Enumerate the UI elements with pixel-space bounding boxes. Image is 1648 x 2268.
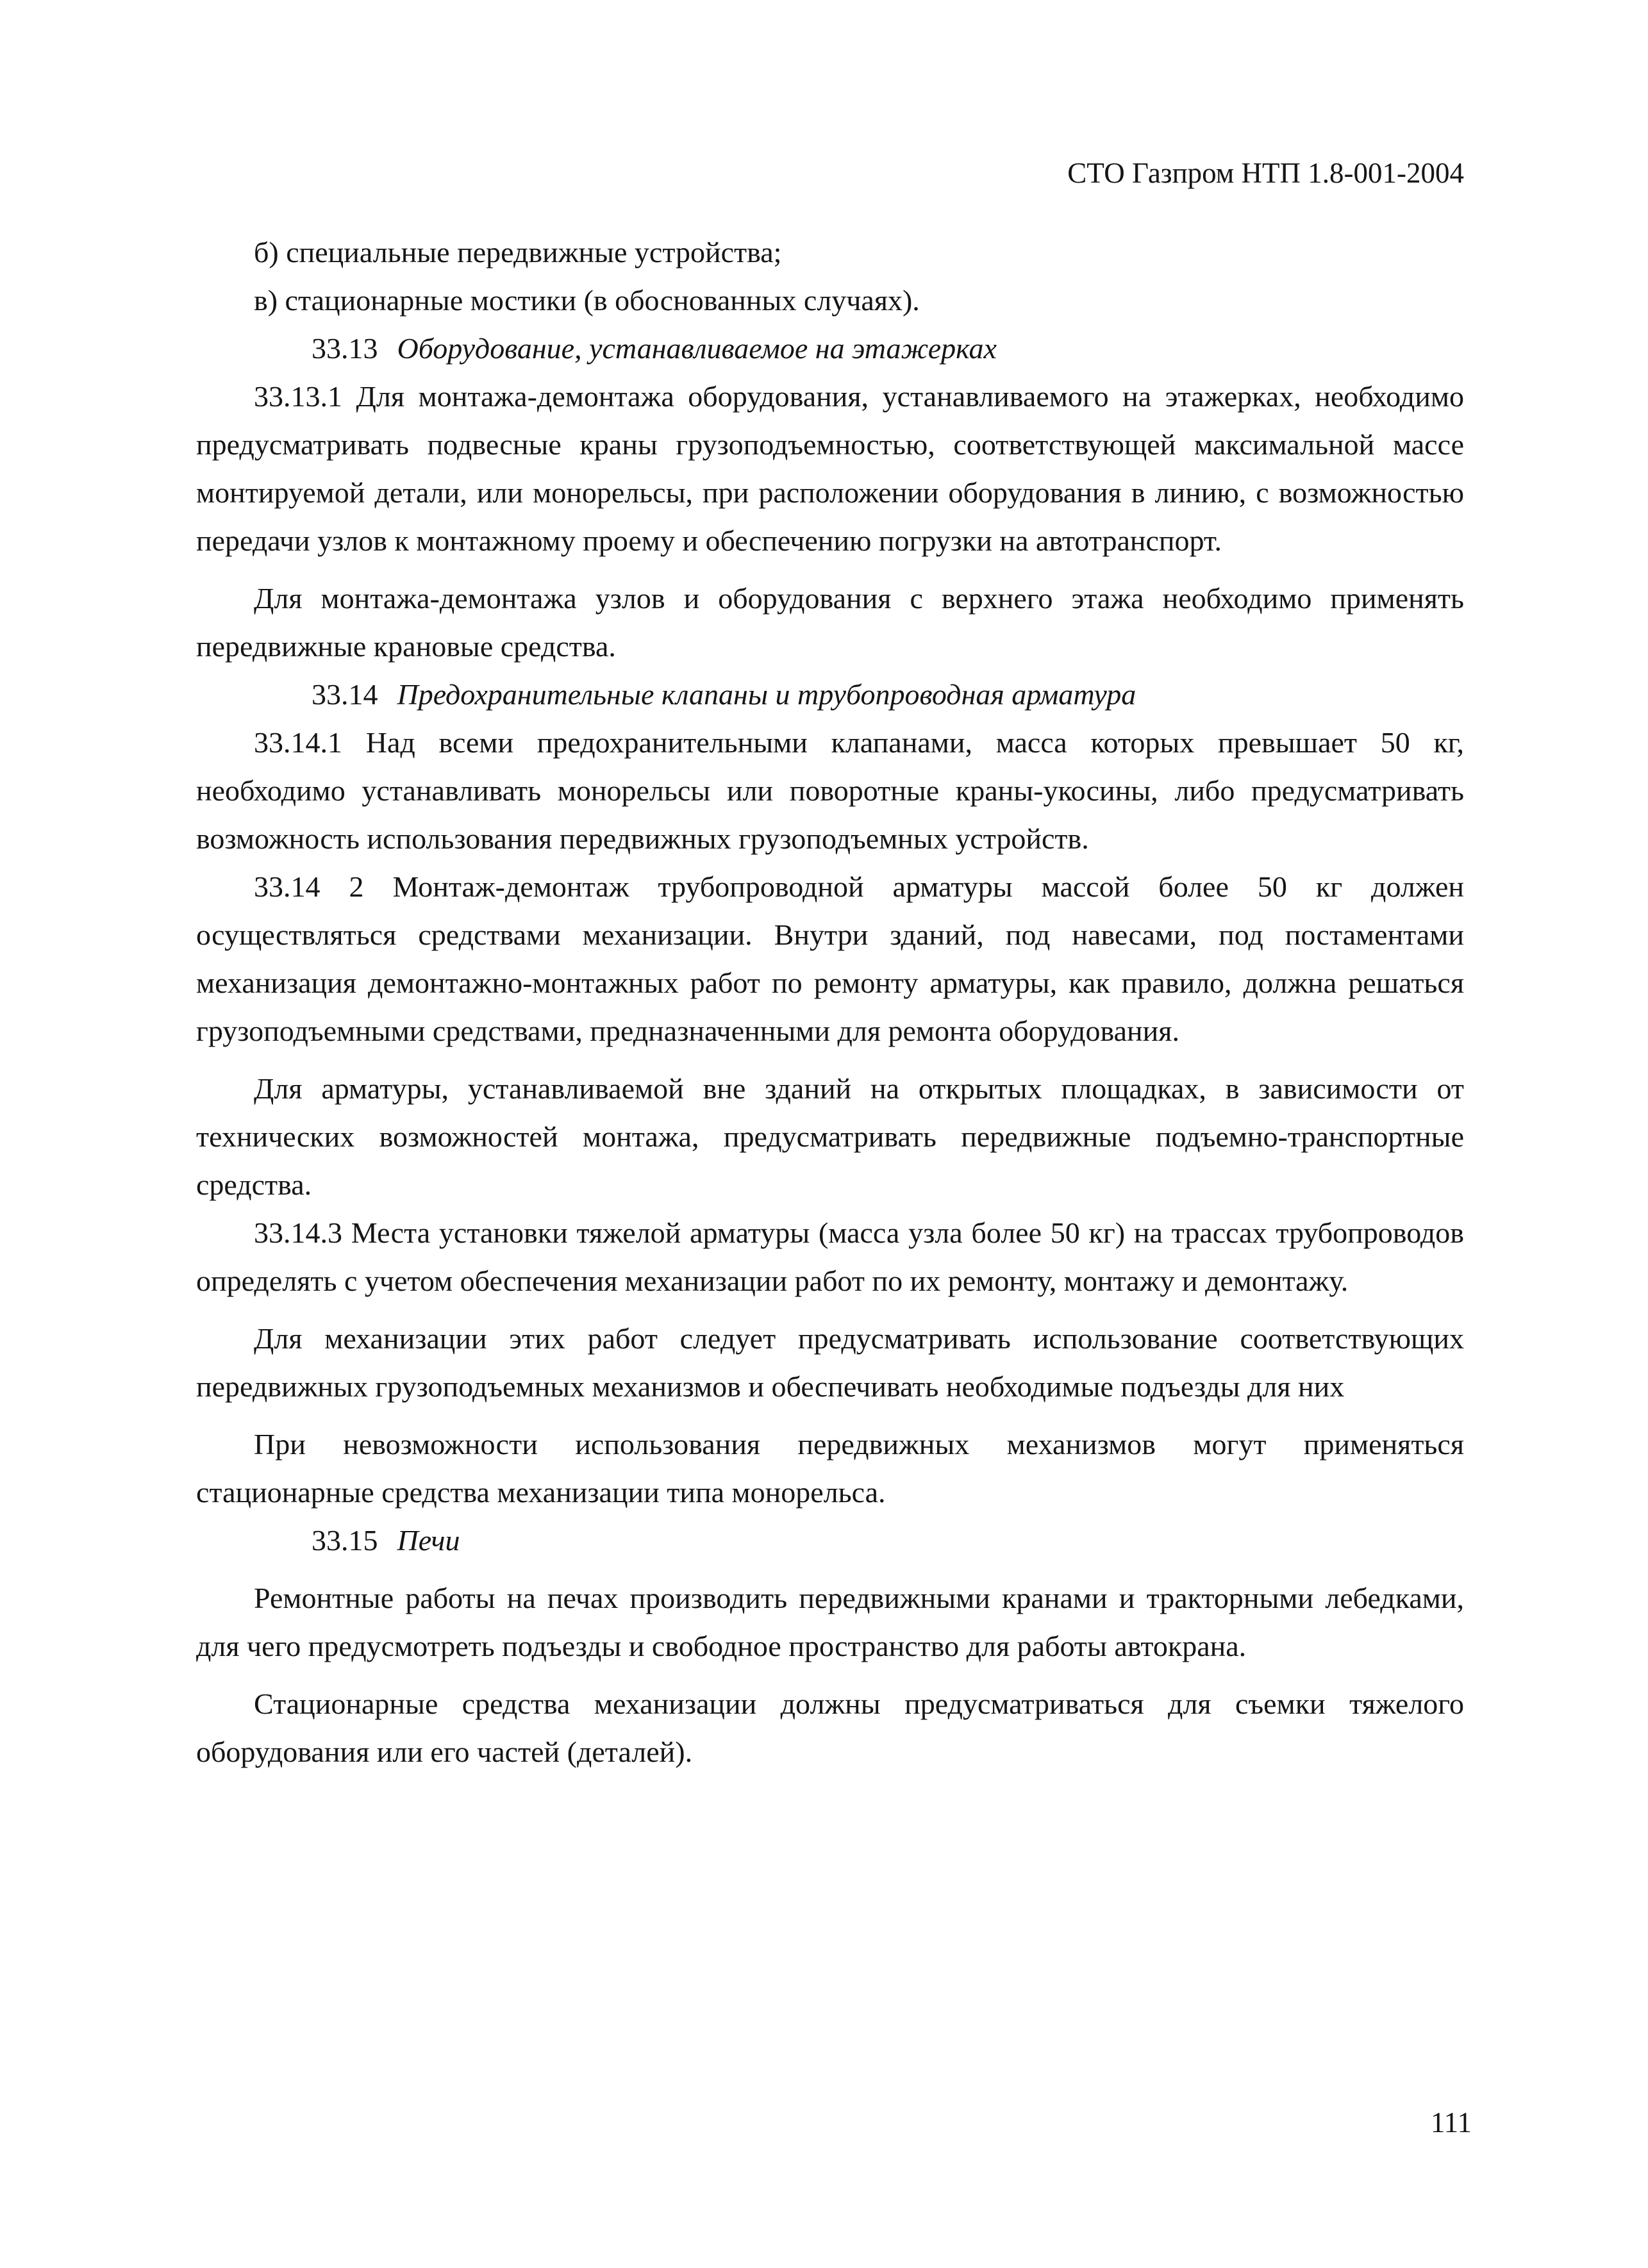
paragraph: Для механизации этих работ следует предусматривать использование соответствующих передвижных грузоподъемных механизмов и обеспечивать необходимые подъезды для них bbox=[196, 1322, 1464, 1403]
section-heading-33-15 bbox=[196, 1516, 1464, 1564]
section-title: Печи bbox=[397, 1524, 460, 1557]
section-title: Оборудование, устанавливаемое на этажерках bbox=[397, 332, 997, 365]
paragraph: При невозможности использования передвижных механизмов могут применяться стационарные средства механизации типа монорельса. bbox=[196, 1428, 1464, 1509]
list-item-b: б) специальные передвижные устройства; bbox=[254, 236, 782, 269]
list-item-v: в) стационарные мостики (в обоснованных случаях). bbox=[254, 284, 920, 317]
paragraph: Для монтажа-демонтажа узлов и оборудования с верхнего этажа необходимо применять передвижные крановые средства. bbox=[196, 582, 1464, 663]
section-number: 33.14 bbox=[312, 678, 378, 711]
paragraph-33-14-1: 33.14.1 Над всеми предохранительными клапанами, масса которых превышает 50 кг, необходимо устанавливать монорельсы или поворотные краны-укосины, либо предусматривать возможность использования передвижных грузоподъемных устройств. bbox=[196, 726, 1464, 855]
paragraph: Для арматуры, устанавливаемой вне зданий на открытых площадках, в зависимости от технических возможностей монтажа, предусматривать передвижные подъемно-транспортные средства. bbox=[196, 1072, 1464, 1201]
section-heading-33-14 bbox=[196, 670, 1464, 718]
section-title: Предохранительные клапаны и трубопроводная арматура bbox=[397, 678, 1136, 711]
section-number: 33.15 bbox=[312, 1524, 378, 1557]
paragraph-33-14-3: 33.14.3 Места установки тяжелой арматуры (масса узла более 50 кг) на трассах трубопроводов определять с учетом обеспечения механизации работ по их ремонту, монтажу и демонтажу. bbox=[196, 1216, 1464, 1297]
section-number: 33.13 bbox=[312, 332, 378, 365]
paragraph: Ремонтные работы на печах производить передвижными кранами и тракторными лебедками, для чего предусмотреть подъезды и свободное пространство для работы автокрана. bbox=[196, 1582, 1464, 1662]
document-body bbox=[196, 228, 1464, 1776]
section-heading-33-13 bbox=[196, 324, 1464, 372]
paragraph: Стационарные средства механизации должны предусматриваться для съемки тяжелого оборудования или его частей (деталей). bbox=[196, 1687, 1464, 1768]
page-number: 111 bbox=[1430, 2107, 1472, 2139]
document-code-header: СТО Газпром НТП 1.8-001-2004 bbox=[1067, 157, 1464, 189]
paragraph-33-14-2: 33.14 2 Монтаж-демонтаж трубопроводной арматуры массой более 50 кг должен осуществляться средствами механизации. Внутри зданий, под навесами, под постаментами механизация демонтажно-монтажных работ по ремонту арматуры, как правило, должна решаться грузоподъемными средствами, предназначенными для ремонта оборудования. bbox=[196, 870, 1464, 1047]
paragraph-33-13-1: 33.13.1 Для монтажа-демонтажа оборудования, устанавливаемого на этажерках, необходимо предусматривать подвесные краны грузоподъемностью, соответствующей максимальной массе монтируемой детали, или монорельсы, при расположении оборудования в линию, с возможностью передачи узлов к монтажному проему и обеспечению погрузки на автотранспорт. bbox=[196, 380, 1464, 557]
